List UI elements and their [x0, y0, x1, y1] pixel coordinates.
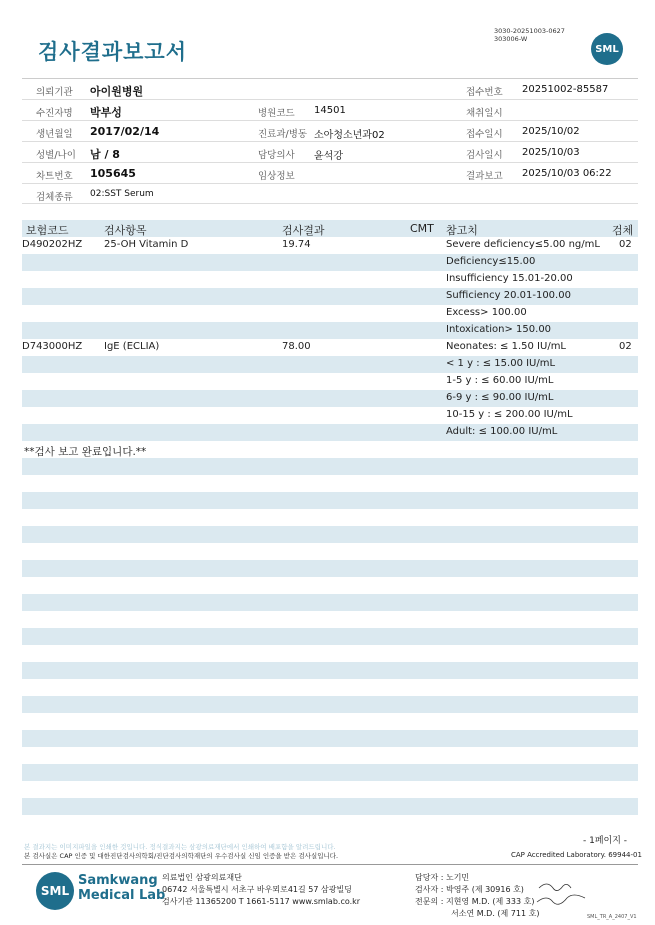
cell-code: D743000HZ	[22, 341, 83, 352]
document-codes	[494, 27, 565, 43]
col-item-header: 검사항목	[104, 224, 147, 237]
table-row	[22, 271, 638, 288]
page-title: 검사결과보고서	[38, 40, 188, 64]
hospital-value: 아이원병원	[90, 85, 144, 98]
empty-row	[22, 696, 638, 713]
results-table-header	[22, 220, 638, 237]
cell-ref: Excess> 100.00	[446, 307, 527, 318]
receipt-no-value: 20251002-85587	[522, 84, 609, 95]
cell-result: 19.74	[282, 239, 311, 250]
receipt-date-label: 접수일시	[466, 129, 503, 140]
doctor-signature	[533, 880, 593, 910]
report-complete-note: **검사 보고 완료입니다.**	[24, 446, 147, 458]
collect-date-label: 채취일시	[466, 108, 503, 119]
info-row-6	[22, 184, 638, 204]
expert-line-1: 전문의 : 지현영 M.D. (제 333 호)	[415, 897, 535, 906]
col-result-header: 검사결과	[282, 224, 325, 237]
empty-row	[22, 560, 638, 577]
info-row-4	[22, 142, 638, 163]
cell-ref: 1-5 y : ≤ 60.00 IU/mL	[446, 375, 554, 386]
cell-ref: < 1 y : ≤ 15.00 IU/mL	[446, 358, 556, 369]
birth-value: 2017/02/14	[90, 125, 160, 138]
brand-line-2: Medical Lab	[78, 888, 166, 903]
cell-ref: 6-9 y : ≤ 90.00 IU/mL	[446, 392, 554, 403]
expert-line-2: 서소연 M.D. (제 711 호)	[451, 909, 540, 918]
clinical-label: 임상정보	[258, 171, 295, 182]
doc-code-2: 303006-W	[494, 35, 528, 43]
print-notice: 본 결과지는 이미지파일을 인쇄한 것입니다. 정식결과지는 삼광의료재단에서 인쇄하여 배포함을 알려드립니다.	[24, 843, 336, 851]
org-address: 06742 서울특별시 서초구 바우뫼로41길 57 삼광빌딩	[162, 885, 352, 894]
doctor-label: 담당의사	[258, 150, 295, 161]
receipt-no-label: 접수번호	[466, 87, 503, 98]
empty-row	[22, 764, 638, 781]
dept-value: 소아청소년과02	[314, 130, 385, 141]
table-row	[22, 305, 638, 322]
cell-item: 25-OH Vitamin D	[104, 239, 189, 250]
signatories	[415, 872, 539, 920]
cell-ref: Deficiency≤15.00	[446, 256, 536, 267]
report-date-value: 2025/10/03 06:22	[522, 168, 612, 179]
hospital-code-value: 14501	[314, 105, 346, 116]
doctor-value: 윤석강	[314, 151, 343, 162]
organization-info	[162, 872, 360, 908]
sex-age-value: 남 / 8	[90, 148, 120, 161]
cell-ref: Sufficiency 20.01-100.00	[446, 290, 571, 301]
col-ref-header: 참고치	[446, 224, 478, 237]
cap-accreditation: CAP Accredited Laboratory. 69944-01	[511, 851, 642, 859]
sml-logo: SML	[591, 33, 623, 65]
cell-result: 78.00	[282, 341, 311, 352]
empty-row	[22, 628, 638, 645]
tester-line: 검사자 : 박영주 (제 30916 호)	[415, 885, 524, 894]
empty-row	[22, 798, 638, 815]
col-code-header: 보험코드	[26, 224, 69, 237]
sml-footer-logo: SML	[36, 872, 74, 910]
test-date-label: 검사일시	[466, 150, 503, 161]
table-row	[22, 424, 638, 441]
report-date-label: 결과보고	[466, 171, 503, 182]
footer-divider	[22, 864, 638, 865]
empty-row	[22, 526, 638, 543]
subject-label: 수진자명	[36, 108, 73, 119]
empty-row	[22, 594, 638, 611]
receipt-date-value: 2025/10/02	[522, 126, 580, 137]
cell-spec: 02	[619, 239, 632, 250]
org-contact: 검사기관 11365200 T 1661-5117 www.smlab.co.kr	[162, 897, 361, 906]
cell-code: D490202HZ	[22, 239, 83, 250]
table-row	[22, 288, 638, 305]
specimen-value: 02:SST Serum	[90, 189, 154, 199]
subject-value: 박부성	[90, 106, 122, 119]
info-row-1	[22, 79, 638, 100]
table-row	[22, 390, 638, 407]
empty-row	[22, 458, 638, 475]
sex-age-label: 성별/나이	[36, 150, 76, 161]
chart-no-value: 105645	[90, 167, 136, 180]
empty-row	[22, 730, 638, 747]
cell-ref: Insufficiency 15.01-20.00	[446, 273, 573, 284]
birth-label: 생년월일	[36, 129, 73, 140]
table-row	[22, 322, 638, 339]
page-number: - 1페이지 -	[583, 836, 628, 846]
col-cmt-header: CMT	[410, 222, 434, 235]
info-row-3	[22, 121, 638, 142]
org-name: 의료법인 삼광의료재단	[162, 873, 242, 882]
table-row	[22, 254, 638, 271]
empty-row	[22, 662, 638, 679]
hospital-code-label: 병원코드	[258, 108, 295, 119]
col-spec-header: 검체	[612, 224, 634, 237]
table-row	[22, 356, 638, 373]
brand-line-1: Samkwang	[78, 873, 158, 888]
empty-row	[22, 492, 638, 509]
accreditation-notice: 본 검사실은 CAP 인증 및 대한진단검사의학회/진단검사의학재단의 우수검사실 신임 인증을 받은 검사실입니다.	[24, 852, 339, 860]
dept-label: 진료과/병동	[258, 129, 308, 140]
cell-ref: Intoxication> 150.00	[446, 324, 552, 335]
manager-line: 담당자 : 노기민	[415, 873, 470, 882]
table-row	[22, 237, 638, 254]
cell-ref: Neonates: ≤ 1.50 IU/mL	[446, 341, 566, 352]
brand-name	[78, 873, 165, 903]
cell-spec: 02	[619, 341, 632, 352]
table-row	[22, 373, 638, 390]
hospital-label: 의뢰기관	[36, 87, 73, 98]
info-row-2	[22, 100, 638, 121]
table-row	[22, 339, 638, 356]
cell-ref: Adult: ≤ 100.00 IU/mL	[446, 426, 558, 437]
table-row	[22, 407, 638, 424]
cell-ref: 10-15 y : ≤ 200.00 IU/mL	[446, 409, 573, 420]
doc-code-1: 3030-20251003-0627	[494, 27, 565, 35]
cell-item: IgE (ECLIA)	[104, 341, 160, 352]
test-date-value: 2025/10/03	[522, 147, 580, 158]
info-row-5	[22, 163, 638, 184]
chart-no-label: 차트번호	[36, 171, 73, 182]
cell-ref: Severe deficiency≤5.00 ng/mL	[446, 239, 600, 250]
specimen-label: 검체종류	[36, 192, 73, 203]
form-code: SML_TR_A_2407_V1	[587, 914, 637, 920]
